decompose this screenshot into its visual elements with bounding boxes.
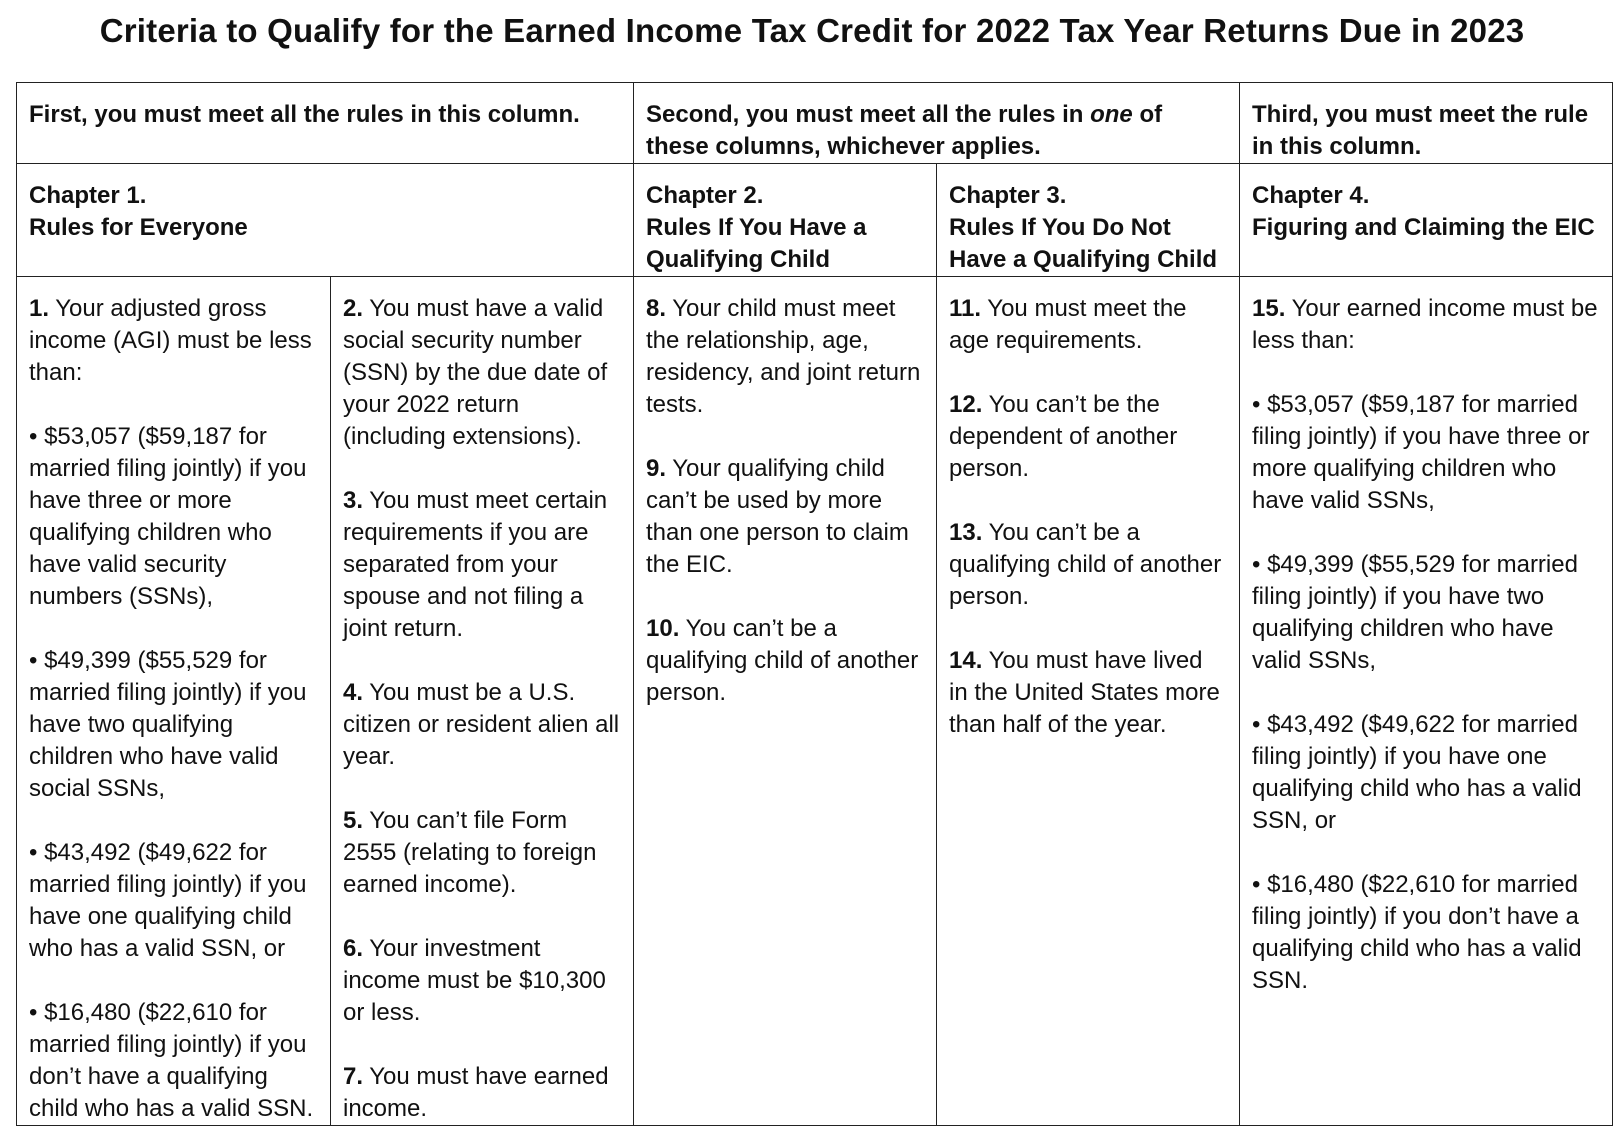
chapter-1-header (17, 164, 634, 277)
header-first: First, you must meet all the rules in this column. (17, 83, 634, 164)
rule-1-bullet: • $43,492 ($49,622 for married filing jointly) if you have one qualifying child who has a valid SSN, or (29, 839, 307, 962)
rule-number: 13. (949, 519, 983, 546)
rule-number: 14. (949, 647, 983, 674)
chapter-4-name: Figuring and Claiming the EIC (1252, 214, 1595, 241)
rule-15-text: Your earned income must be less than: (1252, 295, 1598, 354)
rule-text: You must have lived in the United States more than half of the year. (949, 647, 1220, 738)
rule-1-text: Your adjusted gross income (AGI) must be less than: (29, 295, 312, 386)
rule-text: Your qualifying child can’t be used by more than one person to claim the EIC. (646, 455, 909, 578)
rule-number: 7. (343, 1063, 364, 1090)
rule-number: 8. (646, 295, 667, 322)
rule-1-bullet: • $49,399 ($55,529 for married filing jointly) if you have two qualifying children who have valid social SSNs, (29, 647, 307, 802)
chapter-2-number: Chapter 2. (646, 182, 764, 209)
rule-15-bullet: • $53,057 ($59,187 for married filing jointly) if you have three or more qualifying children who have valid SSNs, (1252, 391, 1590, 514)
chapter-header-row (17, 164, 1613, 277)
rule-10 (646, 613, 924, 709)
rule-text: Your investment income must be $10,300 or less. (343, 935, 606, 1026)
chapter-2-name: Rules If You Have a Qualifying Child (646, 214, 867, 273)
chapter-1-name: Rules for Everyone (29, 214, 248, 241)
rule-text: You must have earned income. (343, 1063, 609, 1122)
rule-number: 10. (646, 615, 680, 642)
chapter-2-header (634, 164, 937, 277)
rule-text: You must meet the age requirements. (949, 295, 1187, 354)
header-second (634, 83, 1240, 164)
rules-column-1 (17, 277, 331, 1126)
rule-text: You must meet certain requirements if you are separated from your spouse and not filing a joint return. (343, 487, 608, 642)
header-third: Third, you must meet the rule in this column. (1240, 83, 1613, 164)
rule-13 (949, 517, 1227, 613)
rule-1-bullet: • $53,057 ($59,187 for married filing jointly) if you have three or more qualifying children who have valid security numbers (SSNs), (29, 423, 307, 610)
chapter-4-header (1240, 164, 1613, 277)
rule-number: 6. (343, 935, 364, 962)
rule-15-bullet: • $16,480 ($22,610 for married filing jointly) if you don’t have a qualifying child who has a valid SSN. (1252, 871, 1582, 994)
rule-2 (343, 293, 621, 453)
rule-number: 3. (343, 487, 364, 514)
rule-number: 12. (949, 391, 983, 418)
rule-14 (949, 645, 1227, 741)
rules-column-2 (331, 277, 634, 1126)
rule-15-bullet: • $43,492 ($49,622 for married filing jointly) if you have one qualifying child who has a valid SSN, or (1252, 711, 1582, 834)
rule-text: You must be a U.S. citizen or resident alien all year. (343, 679, 620, 770)
rule-number: 11. (949, 295, 982, 322)
rules-column-4 (937, 277, 1240, 1126)
rule-3 (343, 485, 621, 645)
header-second-post: of these columns, whichever applies. (646, 101, 1163, 160)
rule-1-bullet: • $16,480 ($22,610 for married filing jointly) if you don’t have a qualifying child who has a valid SSN. (29, 999, 314, 1122)
header-second-pre: Second, you must meet all the rules in (646, 101, 1091, 128)
rule-4 (343, 677, 621, 773)
eic-criteria-table (16, 82, 1613, 1126)
chapter-3-header (937, 164, 1240, 277)
rule-text: You can’t file Form 2555 (relating to foreign earned income). (343, 807, 597, 898)
rule-6 (343, 933, 621, 1029)
rules-column-3 (634, 277, 937, 1126)
header-second-em: one (1090, 101, 1133, 128)
rule-text: You can’t be a qualifying child of another person. (646, 615, 919, 706)
rule-number: 5. (343, 807, 364, 834)
chapter-1-number: Chapter 1. (29, 182, 147, 209)
rule-number: 4. (343, 679, 364, 706)
rule-8 (646, 293, 924, 421)
rule-text: You must have a valid social security number (SSN) by the due date of your 2022 return (including extensions). (343, 295, 608, 450)
rule-1-number: 1. (29, 295, 50, 322)
rule-1 (29, 293, 318, 389)
rule-11 (949, 293, 1227, 357)
chapter-3-name: Rules If You Do Not Have a Qualifying Child (949, 214, 1218, 273)
rule-15-number: 15. (1252, 295, 1286, 322)
rules-column-5 (1240, 277, 1613, 1126)
rule-15-bullet: • $49,399 ($55,529 for married filing jointly) if you have two qualifying children who have valid SSNs, (1252, 551, 1578, 674)
rule-text: You can’t be the dependent of another person. (949, 391, 1178, 482)
rule-5 (343, 805, 621, 901)
rule-number: 2. (343, 295, 364, 322)
rule-text: You can’t be a qualifying child of another person. (949, 519, 1222, 610)
rules-row (17, 277, 1613, 1126)
rule-15 (1252, 293, 1600, 357)
page-title: Criteria to Qualify for the Earned Income Tax Credit for 2022 Tax Year Returns Due in 2023 (99, 12, 1525, 49)
instruction-header-row (17, 83, 1613, 164)
rule-7 (343, 1061, 621, 1125)
chapter-4-number: Chapter 4. (1252, 182, 1370, 209)
rule-text: Your child must meet the relationship, age, residency, and joint return tests. (646, 295, 921, 418)
rule-number: 9. (646, 455, 667, 482)
rule-12 (949, 389, 1227, 485)
chapter-3-number: Chapter 3. (949, 182, 1067, 209)
rule-9 (646, 453, 924, 581)
